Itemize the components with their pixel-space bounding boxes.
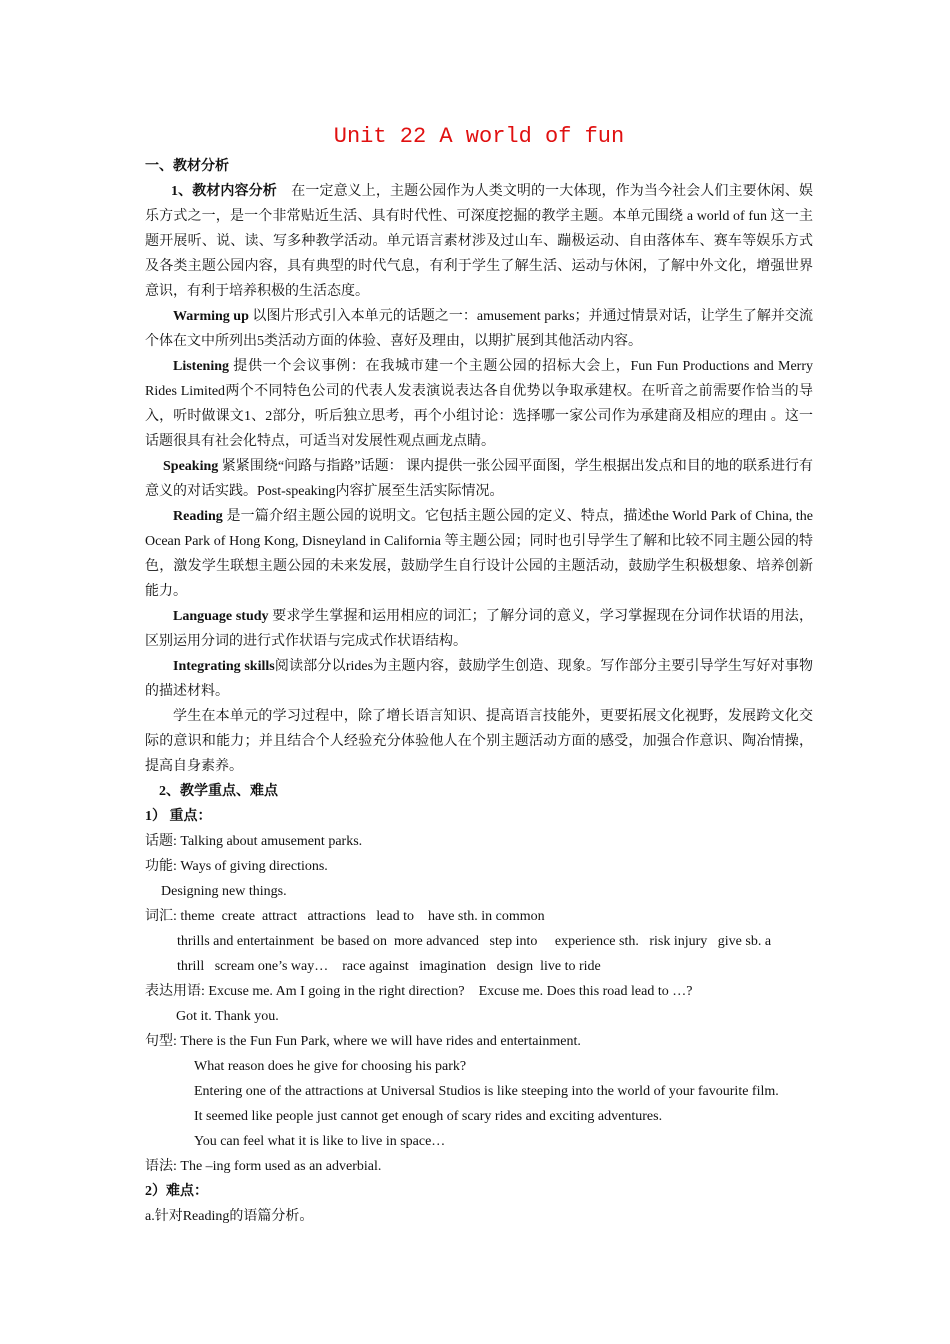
vocab-line-1: 词汇: theme create attract attractions lead to have sth. in common	[145, 909, 545, 924]
grammar-line: 语法: The –ing form used as an adverbial.	[145, 1159, 382, 1174]
text-language-study: 要求学生掌握和运用相应的词汇；了解分词的意义，学习掌握现在分词作状语的用法，区别运用分词的进行式作状语与完成式作状语结构。	[145, 609, 814, 649]
function-line-1: 功能: Ways of giving directions.	[145, 859, 328, 874]
paragraph-warming-up	[145, 304, 813, 354]
text-integrating-skills: 阅读部分以rides为主题内容，鼓励学生创造、现象。写作部分主要引导学生写好对事物的描述材料。	[145, 659, 814, 699]
sentence-line-5: You can feel what it is like to live in space…	[194, 1134, 446, 1149]
label-speaking: Speaking	[163, 459, 219, 474]
paragraph-reading	[145, 504, 813, 604]
key-points-heading: 1） 重点：	[145, 809, 212, 824]
label-language-study: Language study	[173, 609, 269, 624]
paragraph-content-analysis	[145, 179, 813, 304]
vocab-line-2: thrills and entertainment be based on more advanced step into experience sth. risk injury give sb. a	[177, 934, 772, 949]
label-warming-up: Warming up	[173, 309, 249, 324]
text-warming-up: 以图片形式引入本单元的话题之一：amusement parks；并通过情景对话，让学生了解并交流个体在文中所列出5类活动方面的体验、喜好及理由，以期扩展到其他活动内容。	[145, 309, 813, 349]
text-reading: 是一篇介绍主题公园的说明文。它包括主题公园的定义、特点，描述the World Park of China, the Ocean Park of Hong Kong, Disneyland in California 等主题公园；同时也引导学生了解和比较不同主题公园的特色，激发学生联想主题公园的未来发展，鼓励学生自行设计公园的主题活动，鼓励学生积极想象、培养创新能力。	[145, 509, 813, 599]
label-listening: Listening	[173, 359, 230, 374]
text-speaking: 紧紧围绕“问路与指路”话题： 课内提供一张公园平面图，学生根据出发点和目的地的联系进行有意义的对话实践。Post-speaking内容扩展至生活实际情况。	[145, 459, 813, 499]
vocab-line-3: thrill scream one’s way… race against imagination design live to ride	[177, 959, 601, 974]
section-heading-key-points: 2、教学重点、难点	[159, 784, 278, 799]
topic-line: 话题: Talking about amusement parks.	[145, 834, 363, 849]
section-heading-analysis: 一、教材分析	[145, 159, 229, 174]
paragraph-summary: 学生在本单元的学习过程中，除了增长语言知识、提高语言技能外，更要拓展文化视野，发展跨文化交际的意识和能力；并且结合个人经验充分体验他人在个别主题活动方面的感受，加强合作意识、陶冶情操，提高自身素养。	[145, 709, 813, 774]
sentence-line-2: What reason does he give for choosing his park?	[194, 1059, 467, 1074]
text-content-analysis: 在一定意义上，主题公园作为人类文明的一大体现，作为当今社会人们主要休闲、娱乐方式之一，是一个非常贴近生活、具有时代性、可深度挖掘的教学主题。本单元围绕 a world of fun 这一主题开展听、说、读、写多种教学活动。单元语言素材涉及过山车、蹦极运动、自由落体车、赛车等娱乐方式及各类主题公园内容，具有典型的时代气息，有利于学生了解生活、运动与休闲，了解中外文化，增强世界意识，有利于培养积极的生活态度。	[145, 184, 814, 299]
page-content	[145, 120, 813, 1229]
label-content-analysis: 1、教材内容分析	[171, 184, 277, 199]
label-reading: Reading	[173, 509, 223, 524]
page-title: Unit 22 A world of fun	[333, 124, 625, 149]
paragraph-listening	[145, 354, 813, 454]
text-listening: 提供一个会议事例：在我城市建一个主题公园的招标大会上，Fun Fun Productions and Merry Rides Limited两个不同特色公司的代表人发表演说表达各自优势以争取承建权。在听音之前需要作恰当的导入，听时做课文1、2部分，听后独立思考，再个小组讨论：选择哪一家公司作为承建商及相应的理由 。这一话题很具有社会化特点，可适当对发展性观点画龙点睛。	[145, 359, 813, 449]
expression-line-2: Got it. Thank you.	[176, 1009, 279, 1024]
sentence-line-3: Entering one of the attractions at Universal Studios is like steeping into the world of your favourite film.	[194, 1084, 779, 1099]
function-line-2: Designing new things.	[161, 884, 287, 899]
sentence-line-4: It seemed like people just cannot get enough of scary rides and exciting adventures.	[194, 1109, 663, 1124]
sentence-line-1: 句型: There is the Fun Fun Park, where we will have rides and entertainment.	[145, 1034, 581, 1049]
paragraph-integrating-skills	[145, 654, 813, 704]
paragraph-language-study	[145, 604, 813, 654]
paragraph-speaking	[145, 454, 813, 504]
difficulty-heading: 2）难点：	[145, 1184, 208, 1199]
expression-line-1: 表达用语: Excuse me. Am I going in the right direction? Excuse me. Does this road lead to …?	[145, 984, 693, 999]
label-integrating-skills: Integrating skills	[173, 659, 275, 674]
difficulty-line-a: a.针对Reading的语篇分析。	[145, 1209, 314, 1224]
